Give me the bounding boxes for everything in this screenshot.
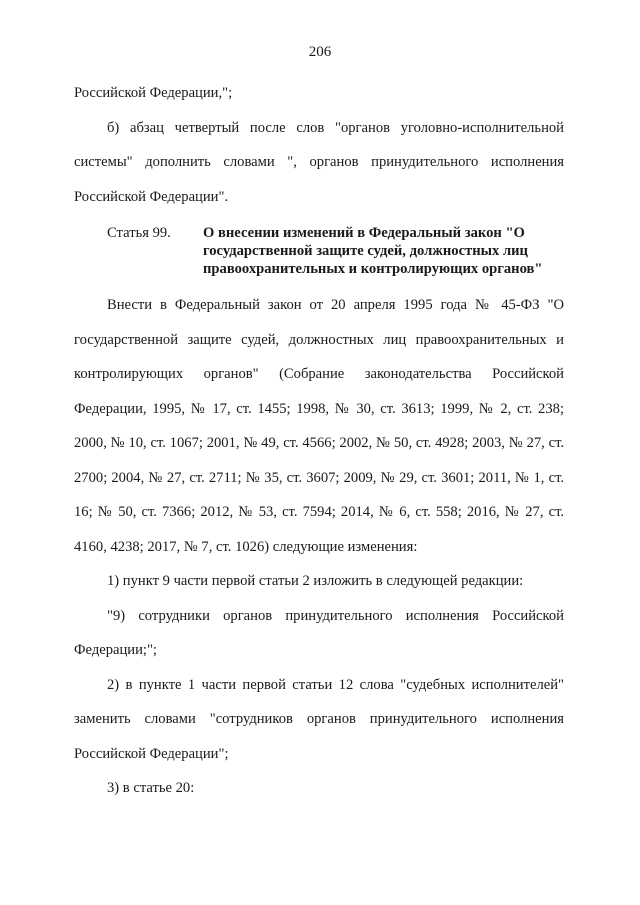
paragraph-item-1: 1) пункт 9 части первой статьи 2 изложить в следующей редакции: [107, 573, 524, 589]
paragraph-subitem-b: б) абзац четвертый после слов "органов уголовно-исполнительной системы" дополнить словами ", органов принудительного исполнения Российской Федерации". [74, 119, 564, 205]
article-title: О внесении изменений в Федеральный закон "О государственной защите судей, должностных лиц правоохранительных и контролирующих органов" [203, 225, 543, 277]
page-number: 206 [308, 44, 332, 60]
paragraph-item-9-text: "9) сотрудники органов принудительного исполнения Российской Федерации;"; [74, 607, 564, 658]
paragraph-amendment-intro: Внести в Федеральный закон от 20 апреля 1995 года № 45-ФЗ "О государственной защите судей, должностных лиц правоохранительных и контролирующих органов" (Собрание законодательства Российской Федерации, 1995, № 17, ст. 1455; 1998, № 30, ст. 3613; 1999, № 2, ст. 238; 2000, № 10, ст. 1067; 2001, № 49, ст. 4566; 2002, № 50, ст. 4928; 2003, № 27, ст. 2700; 2004, № 27, ст. 2711; № 35, ст. 3607; 2009, № 29, ст. 3601; 2011, № 1, ст. 16; № 50, ст. 7366; 2012, № 53, ст. 7594; 2014, № 6, ст. 558; 2016, № 27, ст. 4160, 4238; 2017, № 7, ст. 1026) следующие изменения: [74, 297, 564, 555]
paragraph-item-2: 2) в пункте 1 части первой статьи 12 слова "судебных исполнителей" заменить словами "сотрудников органов принудительного исполнения Российской Федерации"; [74, 676, 564, 762]
paragraph-continuation: Российской Федерации,"; [74, 85, 233, 101]
article-label: Статья 99. [107, 225, 171, 241]
article-heading [74, 224, 564, 278]
paragraph-item-3: 3) в статье 20: [107, 780, 195, 796]
document-body [74, 76, 564, 806]
